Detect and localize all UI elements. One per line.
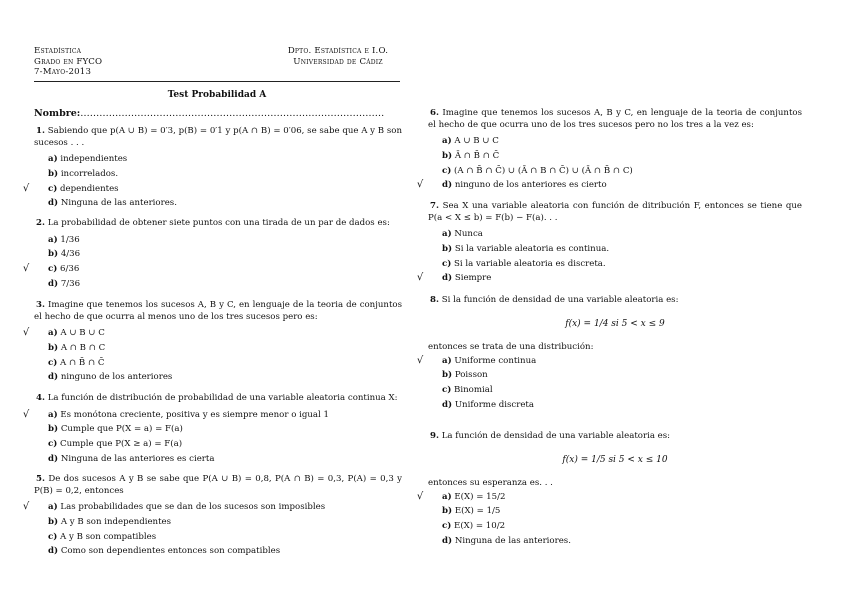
check-mark-icon: √ (416, 179, 424, 191)
check-mark-icon: √ (22, 408, 30, 420)
option-letter: c) (48, 264, 58, 275)
test-title: Test Probabilidad A (167, 90, 267, 100)
option-letter: c) (442, 521, 452, 532)
question-stem: Si la función de densidad de una variable aleatoria es: (441, 295, 679, 305)
option-letter: d) (442, 273, 453, 284)
options-list (22, 152, 402, 211)
check-mark-icon: √ (416, 272, 424, 284)
option-letter: b) (442, 150, 453, 161)
question-number: 1. (36, 126, 45, 136)
answer-option[interactable] (34, 247, 402, 262)
question-stem: La función de densidad de una variable aleatoria es: (441, 431, 671, 441)
question-3 (22, 300, 402, 385)
answer-option[interactable] (428, 383, 802, 398)
option-letter: c) (48, 531, 58, 542)
answer-option[interactable] (428, 149, 802, 164)
option-letter: a) (442, 136, 452, 146)
option-letter: a) (48, 154, 58, 164)
option-letter: b) (442, 243, 453, 254)
question-stem: Sea X una variable aleatoria con función de ditribución F, entonces se tiene que P(a < X ≤ b) = F(b) − F(a). . . (428, 201, 803, 223)
answer-option[interactable] (34, 196, 402, 211)
option-letter: c) (48, 439, 58, 450)
option-text: Ā ∩ B̄ ∩ C̄ (454, 150, 500, 161)
header-left (34, 46, 102, 78)
options-list (416, 227, 802, 286)
option-text: (A ∩ B̄ ∩ C̄) ∪ (Ā ∩ B ∩ C̄) ∪ (Ā ∩ B̄ ∩ C) (454, 165, 633, 176)
options-list (22, 500, 402, 559)
name-label: Nombre: (34, 108, 81, 119)
answer-option[interactable] (22, 326, 402, 341)
answer-option[interactable] (34, 437, 402, 452)
option-text: Ninguna de las anteriores. (454, 535, 571, 546)
check-mark-icon: √ (22, 501, 30, 512)
question-9 (416, 431, 802, 549)
option-text: 7/36 (60, 278, 81, 289)
option-text: dependientes (60, 183, 119, 194)
question-number: 2. (36, 218, 45, 228)
options-list (416, 490, 802, 549)
option-letter: a) (48, 234, 58, 245)
option-text: 4/36 (60, 249, 81, 260)
option-letter: d) (442, 180, 453, 191)
option-text: A ∩ B̄ ∩ C̄ (60, 357, 105, 368)
answer-option[interactable] (428, 242, 802, 257)
answer-option[interactable] (34, 370, 402, 385)
option-text: independientes (60, 154, 128, 164)
option-letter: a) (48, 328, 58, 338)
option-letter: d) (442, 535, 453, 546)
option-letter: c) (442, 165, 452, 176)
option-letter: c) (48, 357, 58, 368)
answer-option[interactable] (428, 519, 802, 534)
option-letter: b) (48, 424, 59, 435)
answer-option[interactable] (428, 134, 802, 149)
option-text: 1/36 (60, 234, 80, 245)
question-stem: La función de distribución de probabilidad de una variable aleatoria continua X: (47, 393, 398, 403)
density-formula: f(x) = 1/4 si 5 < x ≤ 9 (565, 318, 665, 329)
option-text: 6/36 (60, 264, 80, 275)
option-text: Si la variable aleatoria es discreta. (454, 258, 606, 269)
answer-option[interactable] (34, 152, 402, 167)
option-text: Cumple que P(X ≥ a) = F(a) (60, 439, 183, 450)
question-6 (416, 108, 802, 193)
option-letter: a) (442, 491, 452, 502)
answer-option[interactable] (34, 515, 402, 530)
answer-option[interactable] (34, 422, 402, 437)
option-text: A y B son compatibles (60, 531, 157, 542)
question-number: 6. (430, 108, 439, 118)
option-text: Siempre (454, 273, 492, 284)
answer-option[interactable] (416, 354, 802, 369)
answer-option[interactable] (22, 408, 402, 423)
option-text: E(X) = 10/2 (454, 521, 506, 532)
question-5 (22, 474, 403, 559)
answer-option[interactable] (428, 504, 802, 519)
question-number: 4. (36, 393, 45, 403)
check-mark-icon: √ (416, 354, 424, 366)
option-text: Las probabilidades que se dan de los sucesos son imposibles (60, 502, 326, 512)
header-right (274, 46, 402, 67)
option-letter: b) (48, 516, 59, 527)
question-stem: La probabilidad de obtener siete puntos con una tirada de un par de dados es: (47, 218, 390, 228)
question-number: 9. (430, 431, 439, 441)
name-line[interactable] (34, 108, 400, 119)
option-letter: a) (48, 502, 58, 512)
option-text: A y B son independientes (60, 516, 172, 527)
option-letter: c) (442, 258, 452, 269)
answer-option[interactable] (34, 530, 402, 545)
question-8 (416, 295, 802, 413)
option-letter: b) (48, 249, 59, 260)
question-stem: Sabiendo que p(A ∪ B) = 0′3, p(B) = 0′1 y p(A ∩ B) = 0′06, se sabe que A y B son sucesos . . . (34, 126, 403, 148)
option-letter: d) (442, 399, 453, 410)
question-number: 5. (36, 474, 45, 484)
answer-option[interactable] (428, 398, 802, 413)
option-text: Uniforme discreta (454, 399, 535, 410)
header-date: 7-Mayo-2013 (34, 67, 92, 77)
question-1 (22, 126, 403, 211)
option-letter: c) (442, 385, 452, 396)
option-text: E(X) = 1/5 (454, 506, 501, 517)
option-letter: d) (48, 546, 59, 557)
option-text: Es monótona creciente, positiva y es siempre menor o igual 1 (60, 409, 329, 420)
option-letter: b) (48, 342, 59, 353)
question-number: 8. (430, 295, 439, 305)
options-list (416, 354, 802, 413)
check-mark-icon: √ (22, 182, 30, 194)
question-stem: Imagine que tenemos los sucesos A, B y C, en lenguaje de la teoria de conjuntos el hecho de que ocurra uno de los tres sucesos pero no los tres a la vez es: (428, 108, 802, 130)
header-degree: Grado en FYCO (34, 56, 103, 67)
question-number: 3. (36, 300, 45, 310)
answer-option[interactable] (428, 227, 802, 242)
option-letter: d) (48, 372, 59, 383)
question-stem: Imagine que tenemos los sucesos A, B y C, en lenguaje de la teoria de conjuntos el hecho de que ocurra al menos uno de los tres sucesos pero es: (34, 300, 402, 322)
option-text: Cumple que P(X = a) = F(a) (60, 424, 183, 435)
option-text: A ∪ B ∪ C (454, 136, 499, 146)
answer-option[interactable] (34, 167, 402, 182)
option-text: Ninguna de las anteriores es cierta (60, 453, 215, 464)
option-text: Ninguna de las anteriores. (60, 198, 177, 209)
answer-option[interactable] (34, 544, 402, 559)
option-letter: b) (442, 370, 453, 381)
option-text: Poisson (454, 370, 488, 381)
option-text: Como son dependientes entonces son compatibles (60, 546, 281, 557)
answer-option[interactable] (428, 164, 802, 179)
header-rule (34, 81, 400, 82)
options-list (22, 233, 402, 292)
answer-option[interactable] (428, 534, 802, 549)
answer-option[interactable] (416, 178, 802, 193)
option-letter: a) (48, 409, 58, 420)
option-text: Si la variable aleatoria es continua. (454, 243, 610, 254)
option-letter: c) (48, 183, 58, 194)
option-text: ninguno de los anteriores es cierto (454, 180, 607, 191)
answer-option[interactable] (22, 262, 402, 277)
question-number: 7. (430, 201, 439, 211)
option-text: Binomial (454, 385, 493, 396)
option-text: A ∪ B ∪ C (60, 328, 105, 338)
question-2 (22, 218, 402, 292)
answer-option[interactable] (416, 271, 802, 286)
question-stem: De dos sucesos A y B se sabe que P(A ∪ B) = 0,8, P(A ∩ B) = 0,3, P(A) = 0,3 y P(B) = 0,2, entonces (34, 474, 403, 496)
option-text: Uniforme continua (454, 355, 537, 366)
options-list (22, 326, 402, 385)
name-dots: …………………………………………………………………………………… (80, 108, 385, 119)
answer-option[interactable] (428, 368, 802, 383)
answer-option[interactable] (34, 277, 402, 292)
option-text: A ∩ B ∩ C (60, 342, 106, 353)
options-list (22, 408, 402, 467)
option-letter: d) (48, 198, 59, 209)
option-letter: b) (442, 506, 453, 517)
check-mark-icon: √ (416, 490, 424, 502)
question-7 (416, 201, 803, 286)
answer-option[interactable] (34, 233, 402, 248)
option-text: incorrelados. (60, 168, 119, 179)
question-4 (22, 393, 402, 467)
answer-option[interactable] (416, 490, 802, 505)
option-letter: d) (48, 278, 59, 289)
answer-option[interactable] (34, 356, 402, 371)
check-mark-icon: √ (22, 327, 30, 338)
question-continuation: entonces su esperanza es. . . (428, 478, 553, 488)
header-department: Dpto. Estadística e I.O. (287, 46, 389, 56)
check-mark-icon: √ (22, 263, 30, 275)
option-letter: b) (48, 168, 59, 179)
option-text: Nunca (454, 229, 483, 239)
answer-option[interactable] (34, 341, 402, 356)
question-continuation: entonces se trata de una distribución: (428, 342, 594, 352)
answer-option[interactable] (34, 452, 402, 467)
header-subject: Estadística (34, 46, 82, 56)
options-list (416, 134, 802, 193)
option-text: E(X) = 15/2 (454, 491, 506, 502)
option-letter: d) (48, 453, 59, 464)
density-formula: f(x) = 1/5 si 5 < x ≤ 10 (562, 454, 668, 465)
option-letter: a) (442, 355, 452, 366)
header-university: Universidad de Cádiz (293, 56, 383, 67)
answer-option[interactable] (22, 500, 402, 515)
option-letter: a) (442, 229, 452, 239)
answer-option[interactable] (428, 257, 802, 272)
option-text: ninguno de los anteriores (60, 372, 173, 383)
answer-option[interactable] (22, 182, 402, 197)
